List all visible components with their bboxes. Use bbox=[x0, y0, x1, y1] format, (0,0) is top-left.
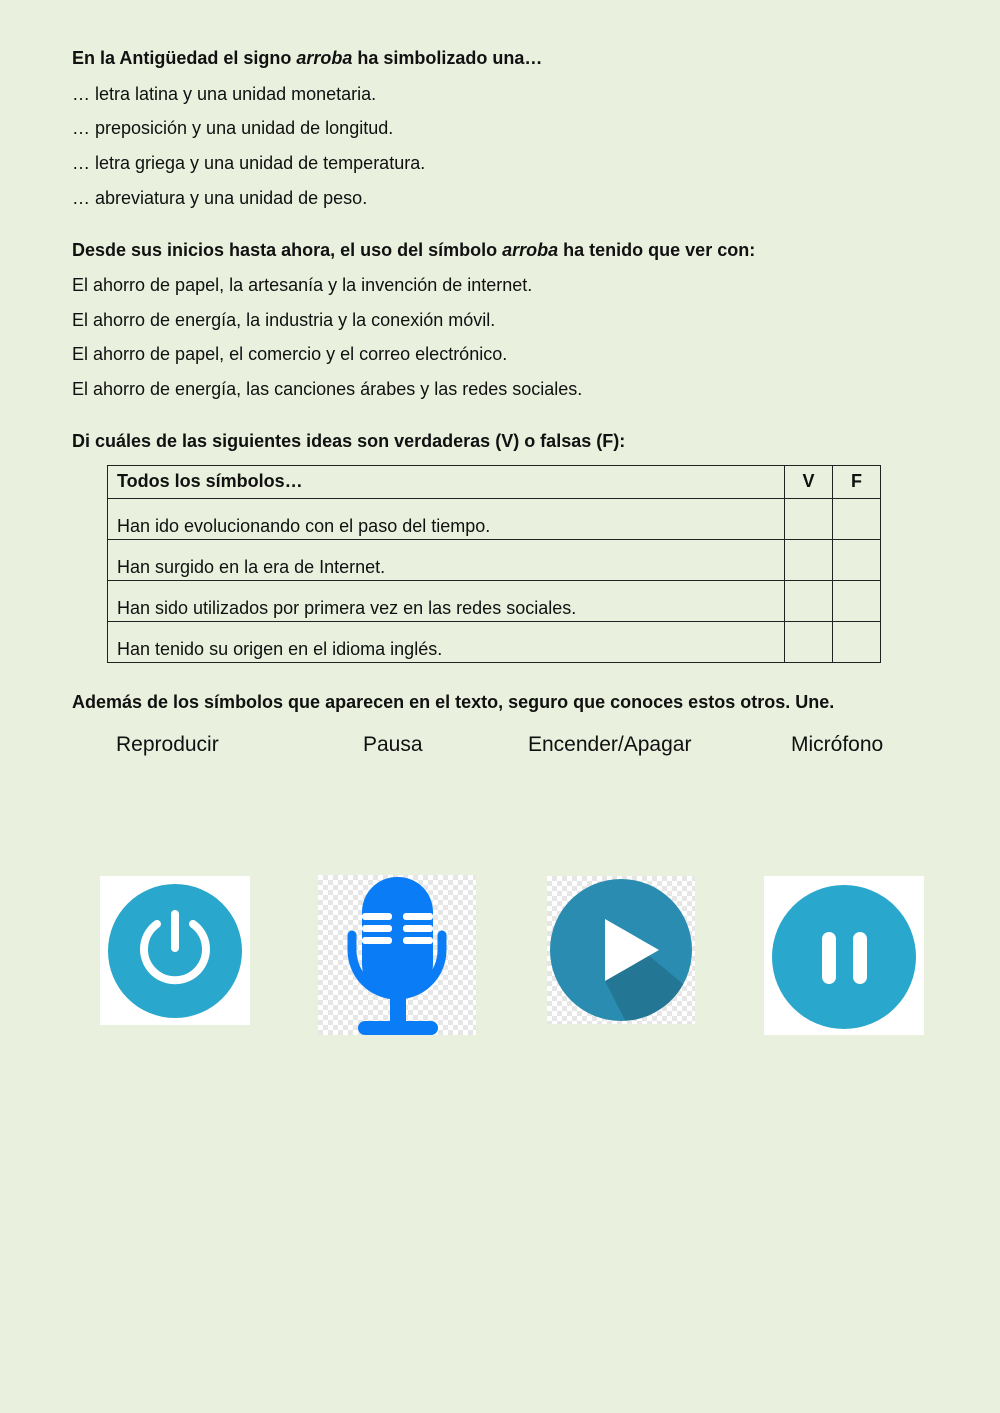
table-row-statement: Han surgido en la era de Internet. bbox=[108, 540, 785, 581]
table-cell-f[interactable] bbox=[833, 540, 881, 581]
table-cell-v[interactable] bbox=[785, 499, 833, 540]
table-cell-v[interactable] bbox=[785, 540, 833, 581]
table-cell-v[interactable] bbox=[785, 581, 833, 622]
table-header-statement: Todos los símbolos… bbox=[108, 466, 785, 499]
table-row-statement: Han sido utilizados por primera vez en las redes sociales. bbox=[108, 581, 785, 622]
table-row bbox=[108, 581, 881, 622]
q2-option-3[interactable]: El ahorro de papel, el comercio y el correo electrónico. bbox=[72, 344, 508, 364]
q1-title-em: arroba bbox=[296, 48, 353, 68]
table-header-v: V bbox=[785, 466, 833, 499]
q1-option-4[interactable]: … abreviatura y una unidad de peso. bbox=[72, 188, 368, 208]
question-3-title: Di cuáles de las siguientes ideas son verdaderas (V) o falsas (F): bbox=[72, 431, 626, 451]
table-header-f: F bbox=[833, 466, 881, 499]
table-row bbox=[108, 540, 881, 581]
table-cell-f[interactable] bbox=[833, 622, 881, 663]
microphone-icon[interactable] bbox=[318, 875, 476, 1035]
question-1-title bbox=[72, 48, 542, 69]
match-label-reproducir[interactable]: Reproducir bbox=[116, 733, 219, 756]
table-row-statement: Han ido evolucionando con el paso del tiempo. bbox=[108, 499, 785, 540]
q1-option-2[interactable]: … preposición y una unidad de longitud. bbox=[72, 118, 394, 138]
q2-title-pre: Desde sus inicios hasta ahora, el uso del símbolo bbox=[72, 240, 503, 260]
q1-option-1[interactable]: … letra latina y una unidad monetaria. bbox=[72, 84, 377, 104]
table-row-statement: Han tenido su origen en el idioma inglés. bbox=[108, 622, 785, 663]
question-4-title: Además de los símbolos que aparecen en el texto, seguro que conoces estos otros. Une. bbox=[72, 692, 835, 712]
q2-title-post: ha tenido que ver con: bbox=[558, 240, 756, 260]
table-cell-f[interactable] bbox=[833, 581, 881, 622]
true-false-table bbox=[107, 465, 881, 663]
play-icon[interactable] bbox=[547, 876, 695, 1024]
table-row bbox=[108, 622, 881, 663]
pause-icon[interactable] bbox=[764, 876, 924, 1035]
table-row bbox=[108, 499, 881, 540]
q1-option-3[interactable]: … letra griega y una unidad de temperatura. bbox=[72, 153, 426, 173]
q2-option-2[interactable]: El ahorro de energía, la industria y la conexión móvil. bbox=[72, 310, 496, 330]
q1-title-pre: En la Antigüedad el signo bbox=[72, 48, 297, 68]
question-2-title bbox=[72, 240, 755, 261]
match-label-pausa[interactable]: Pausa bbox=[363, 733, 423, 756]
match-label-encender-apagar[interactable]: Encender/Apagar bbox=[528, 733, 692, 756]
q2-option-4[interactable]: El ahorro de energía, las canciones árabes y las redes sociales. bbox=[72, 379, 583, 399]
q1-title-post: ha simbolizado una… bbox=[352, 48, 543, 68]
table-cell-f[interactable] bbox=[833, 499, 881, 540]
power-icon[interactable] bbox=[100, 876, 250, 1025]
table-cell-v[interactable] bbox=[785, 622, 833, 663]
q2-option-1[interactable]: El ahorro de papel, la artesanía y la invención de internet. bbox=[72, 275, 533, 295]
table-header-row bbox=[108, 466, 881, 499]
match-label-microfono[interactable]: Micrófono bbox=[791, 733, 884, 756]
q2-title-em: arroba bbox=[502, 240, 559, 260]
